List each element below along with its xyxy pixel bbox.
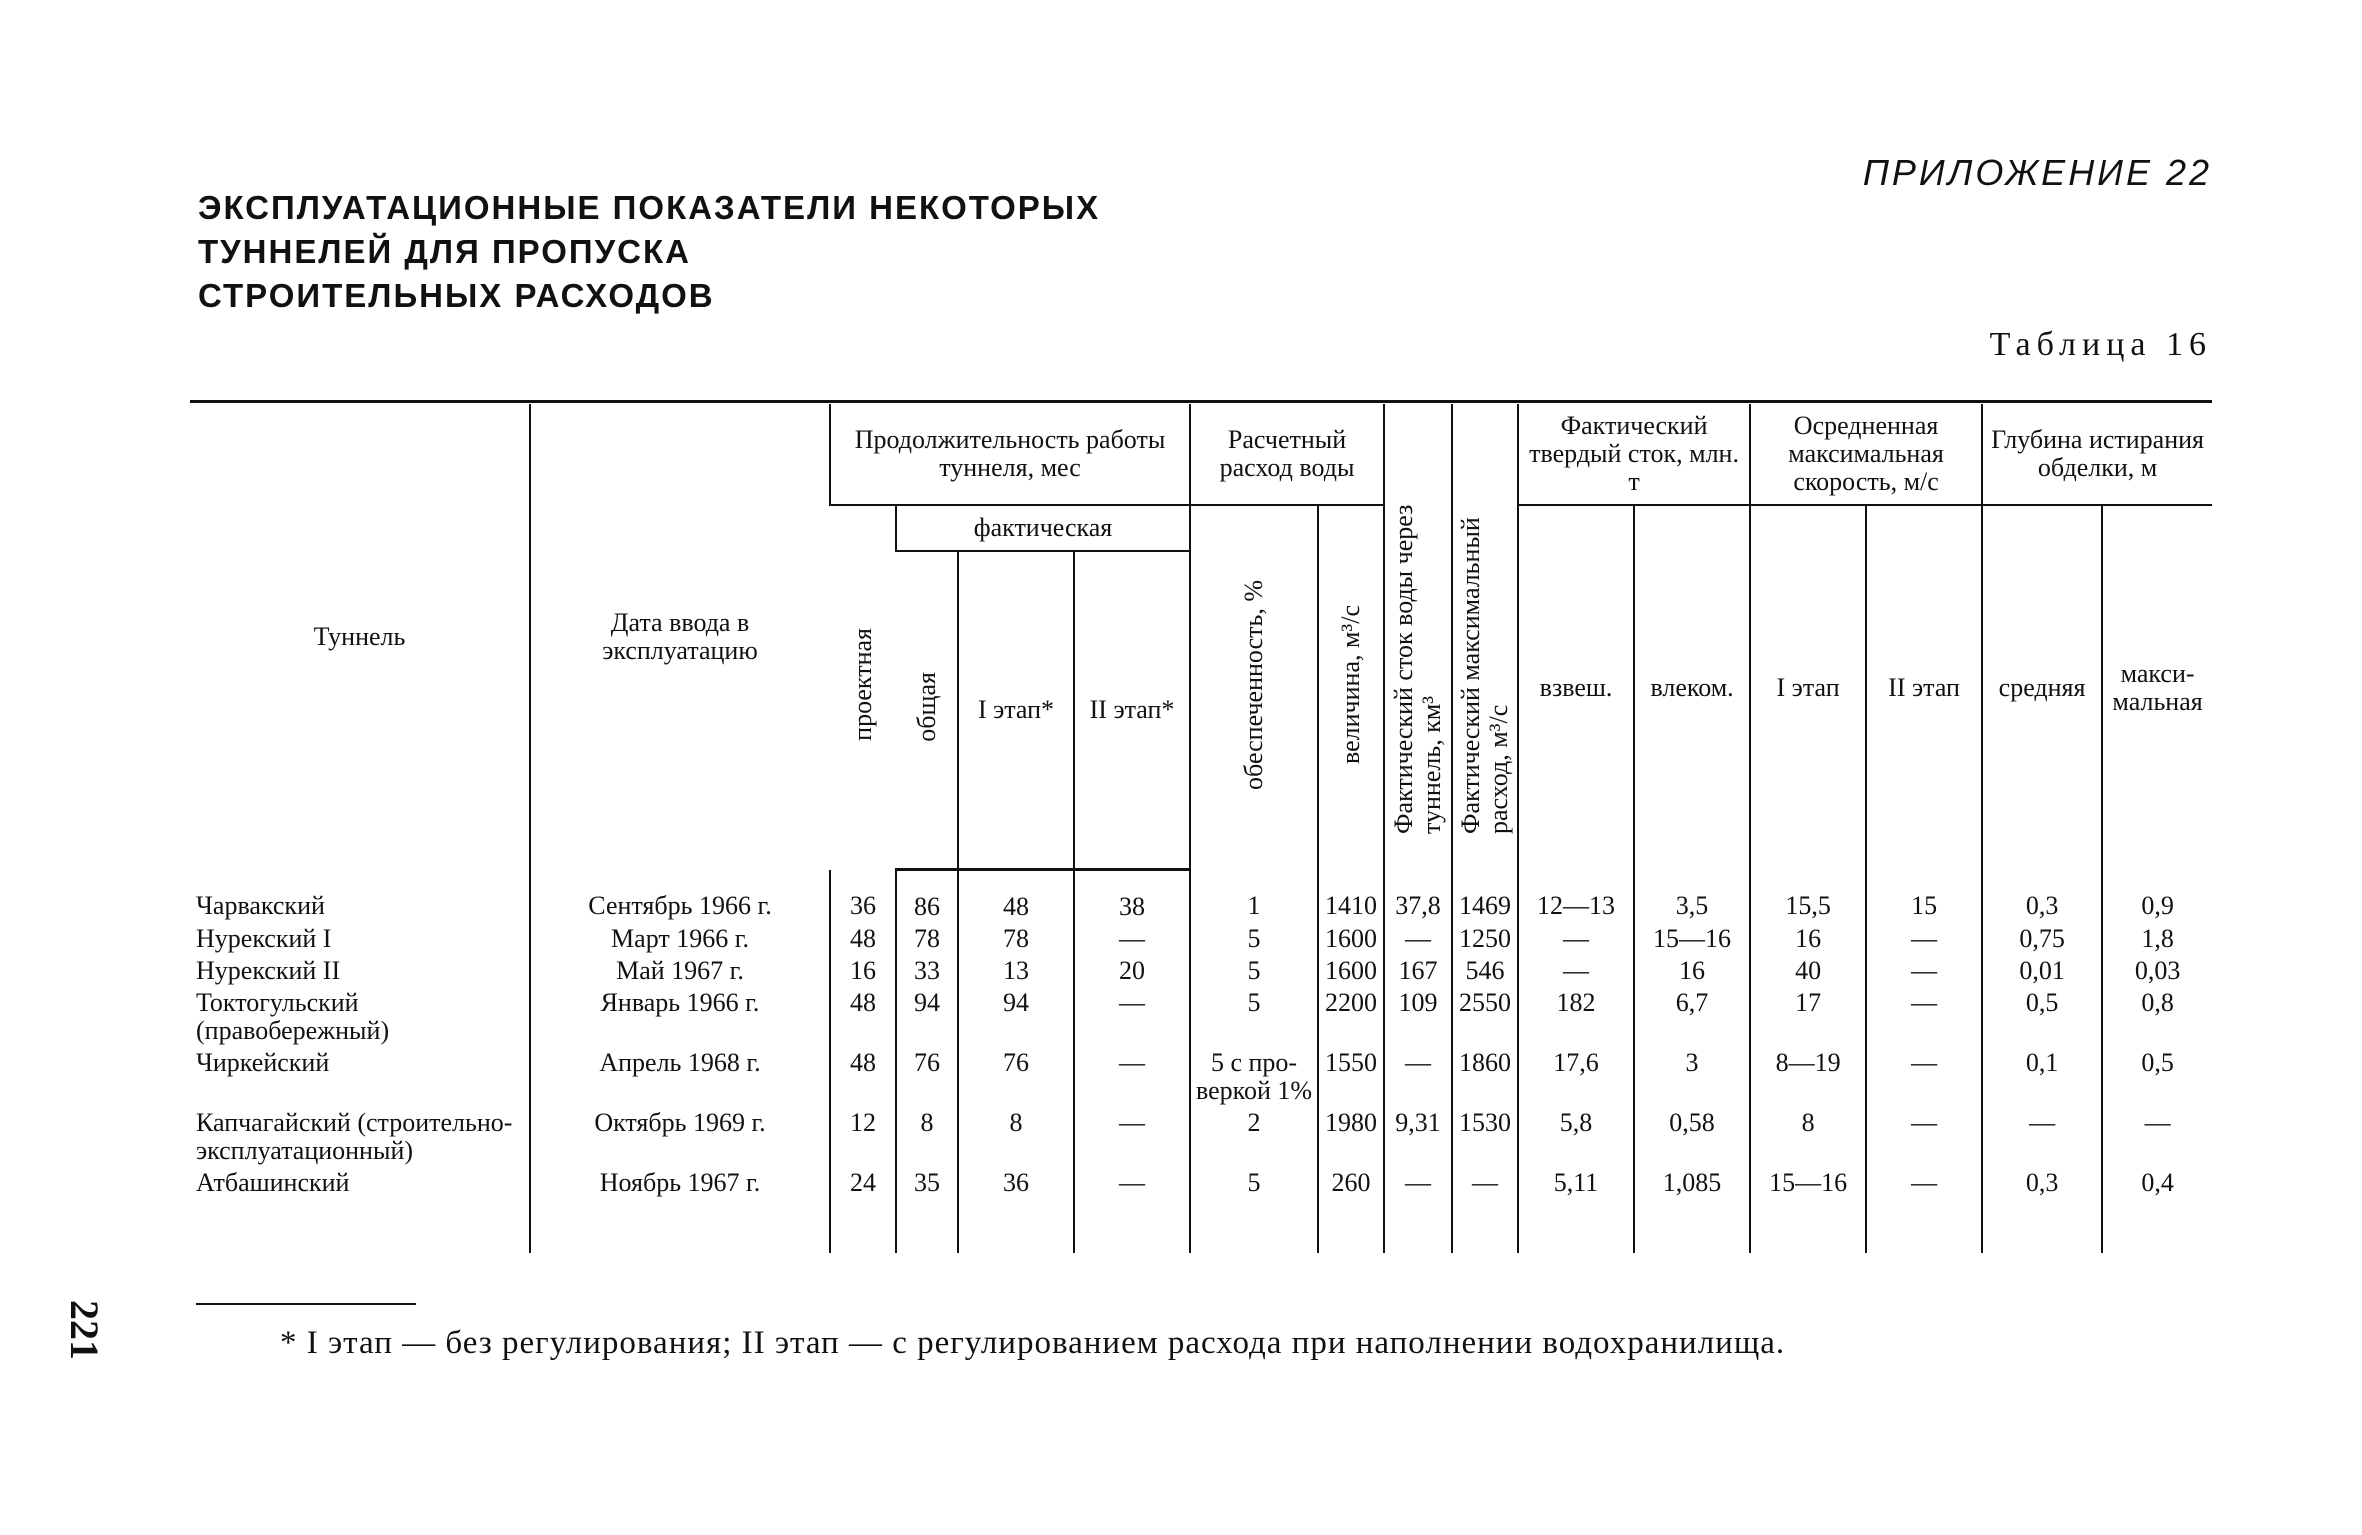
table-row bbox=[190, 870, 2212, 924]
cell-date: Апрель 1968 г. bbox=[530, 1047, 830, 1107]
cell-st2: — bbox=[1074, 1047, 1190, 1107]
cell-v1: 40 bbox=[1750, 955, 1866, 987]
header-tunnel: Туннель bbox=[313, 621, 406, 651]
cell-v2: — bbox=[1866, 1167, 1982, 1199]
header-total: общая bbox=[896, 551, 958, 870]
cell-total: 78 bbox=[896, 923, 958, 955]
cell-prob: 1 bbox=[1190, 870, 1318, 924]
cell-prob: 2 bbox=[1190, 1107, 1318, 1167]
table-row bbox=[190, 1167, 2212, 1199]
cell-v1: 16 bbox=[1750, 923, 1866, 955]
table-row bbox=[190, 987, 2212, 1047]
cell-v2: — bbox=[1866, 987, 1982, 1047]
cell-susp: 5,8 bbox=[1518, 1107, 1634, 1167]
header-v-stage1: I этап bbox=[1750, 505, 1866, 870]
cell-st1: 78 bbox=[958, 923, 1074, 955]
cell-design: 12 bbox=[830, 1107, 896, 1167]
cell-prob: 5 bbox=[1190, 1167, 1318, 1199]
cell-v1: 8 bbox=[1750, 1107, 1866, 1167]
cell-avg: 0,1 bbox=[1982, 1047, 2102, 1107]
title-line-2: ТУННЕЛЕЙ ДЛЯ ПРОПУСКА bbox=[198, 233, 691, 270]
header-actual-max: Фактический максимальный расход, м³/с bbox=[1452, 404, 1518, 870]
page-title bbox=[198, 186, 1100, 318]
cell-date: Сентябрь 1966 г. bbox=[530, 870, 830, 924]
header-stage2: II этап* bbox=[1074, 551, 1190, 870]
table-row bbox=[190, 1107, 2212, 1167]
data-table bbox=[190, 404, 2212, 1253]
cell-avg: 0,5 bbox=[1982, 987, 2102, 1047]
cell-mag: 1600 bbox=[1318, 923, 1384, 955]
cell-susp: 17,6 bbox=[1518, 1047, 1634, 1107]
header-date: Дата ввода в эксплуатацию bbox=[530, 404, 830, 870]
cell-max: 0,5 bbox=[2102, 1047, 2212, 1107]
header-actual: фактическая bbox=[896, 505, 1190, 551]
cell-susp: — bbox=[1518, 955, 1634, 987]
cell-prob: 5 bbox=[1190, 955, 1318, 987]
cell-mag: 1550 bbox=[1318, 1047, 1384, 1107]
cell-bed: 16 bbox=[1634, 955, 1750, 987]
cell-prob: 5 bbox=[1190, 923, 1318, 955]
cell-st2: — bbox=[1074, 1107, 1190, 1167]
header-actual-runoff: Фактический сток воды через туннель, км³ bbox=[1384, 404, 1452, 870]
cell-runoff: — bbox=[1384, 923, 1452, 955]
header-design-flow: Расчетный расход воды bbox=[1190, 404, 1384, 505]
table-bottom-spacer bbox=[190, 1199, 2212, 1253]
cell-max: 1,8 bbox=[2102, 923, 2212, 955]
table-top-rule bbox=[190, 400, 2212, 403]
header-stage1: I этап* bbox=[958, 551, 1074, 870]
table-row bbox=[190, 955, 2212, 987]
cell-st2: 20 bbox=[1074, 955, 1190, 987]
cell-mag: 2200 bbox=[1318, 987, 1384, 1047]
cell-tunnel: Чиркейский bbox=[196, 1048, 330, 1077]
cell-maxq: 1530 bbox=[1452, 1107, 1518, 1167]
cell-bed: 0,58 bbox=[1634, 1107, 1750, 1167]
table-row bbox=[190, 1047, 2212, 1107]
cell-v2: 15 bbox=[1866, 870, 1982, 924]
cell-design: 48 bbox=[830, 987, 896, 1047]
cell-date: Май 1967 г. bbox=[530, 955, 830, 987]
cell-tunnel: Токтогульский (правобережный) bbox=[196, 988, 390, 1045]
footnote: * I этап — без регулирования; II этап — с регулированием расхода при наполнении водохранилища. bbox=[280, 1325, 1786, 1361]
cell-bed: 3,5 bbox=[1634, 870, 1750, 924]
cell-maxq: 2550 bbox=[1452, 987, 1518, 1047]
header-solid: Фактический твердый сток, млн. т bbox=[1518, 404, 1750, 505]
cell-mag: 1600 bbox=[1318, 955, 1384, 987]
cell-susp: 12—13 bbox=[1518, 870, 1634, 924]
cell-v1: 8—19 bbox=[1750, 1047, 1866, 1107]
cell-v1: 15,5 bbox=[1750, 870, 1866, 924]
cell-runoff: 167 bbox=[1384, 955, 1452, 987]
cell-total: 86 bbox=[896, 870, 958, 924]
cell-runoff: 9,31 bbox=[1384, 1107, 1452, 1167]
cell-avg: 0,3 bbox=[1982, 1167, 2102, 1199]
cell-max: 0,8 bbox=[2102, 987, 2212, 1047]
cell-mag: 1410 bbox=[1318, 870, 1384, 924]
cell-total: 33 bbox=[896, 955, 958, 987]
cell-st1: 36 bbox=[958, 1167, 1074, 1199]
cell-mag: 1980 bbox=[1318, 1107, 1384, 1167]
header-duration: Продолжительность работы туннеля, мес bbox=[830, 404, 1190, 505]
cell-st1: 8 bbox=[958, 1107, 1074, 1167]
cell-susp: — bbox=[1518, 923, 1634, 955]
cell-susp: 5,11 bbox=[1518, 1167, 1634, 1199]
cell-st2: — bbox=[1074, 1167, 1190, 1199]
cell-runoff: — bbox=[1384, 1167, 1452, 1199]
cell-st2: — bbox=[1074, 987, 1190, 1047]
cell-maxq: 1469 bbox=[1452, 870, 1518, 924]
header-bedload: влеком. bbox=[1634, 505, 1750, 870]
table-label: Таблица 16 bbox=[1989, 326, 2212, 363]
header-design: проектная bbox=[847, 628, 877, 742]
cell-v2: — bbox=[1866, 923, 1982, 955]
cell-tunnel: Капчагайский (строительно-эксплуатационный) bbox=[196, 1108, 513, 1165]
cell-st1: 48 bbox=[958, 870, 1074, 924]
cell-maxq: — bbox=[1452, 1167, 1518, 1199]
cell-date: Январь 1966 г. bbox=[530, 987, 830, 1047]
cell-avg: 0,3 bbox=[1982, 870, 2102, 924]
cell-mag: 260 bbox=[1318, 1167, 1384, 1199]
header-suspended: взвеш. bbox=[1518, 505, 1634, 870]
cell-tunnel: Атбашинский bbox=[196, 1168, 350, 1197]
cell-runoff: 109 bbox=[1384, 987, 1452, 1047]
cell-maxq: 1860 bbox=[1452, 1047, 1518, 1107]
title-line-1: ЭКСПЛУАТАЦИОННЫЕ ПОКАЗАТЕЛИ НЕКОТОРЫХ bbox=[198, 189, 1101, 226]
cell-runoff: — bbox=[1384, 1047, 1452, 1107]
cell-total: 76 bbox=[896, 1047, 958, 1107]
cell-tunnel: Чарвакский bbox=[196, 890, 325, 920]
cell-tunnel: Нурекский I bbox=[196, 924, 332, 953]
title-line-3: СТРОИТЕЛЬНЫХ РАСХОДОВ bbox=[198, 277, 715, 314]
cell-maxq: 1250 bbox=[1452, 923, 1518, 955]
header-v-stage2: II этап bbox=[1866, 505, 1982, 870]
cell-st1: 13 bbox=[958, 955, 1074, 987]
cell-max: 0,03 bbox=[2102, 955, 2212, 987]
cell-total: 8 bbox=[896, 1107, 958, 1167]
cell-maxq: 546 bbox=[1452, 955, 1518, 987]
cell-st2: — bbox=[1074, 923, 1190, 955]
header-probability: обеспеченность, % bbox=[1190, 505, 1318, 870]
cell-design: 48 bbox=[830, 923, 896, 955]
cell-v2: — bbox=[1866, 1047, 1982, 1107]
cell-total: 94 bbox=[896, 987, 958, 1047]
cell-avg: 0,01 bbox=[1982, 955, 2102, 987]
cell-prob: 5 с про-веркой 1% bbox=[1190, 1047, 1318, 1107]
cell-avg: — bbox=[1982, 1107, 2102, 1167]
cell-bed: 3 bbox=[1634, 1047, 1750, 1107]
cell-tunnel: Нурекский II bbox=[196, 956, 341, 985]
header-maximum: макси-мальная bbox=[2102, 505, 2212, 870]
page-number: 221 bbox=[62, 1300, 107, 1360]
cell-st2: 38 bbox=[1074, 870, 1190, 924]
table-row bbox=[190, 923, 2212, 955]
cell-max: — bbox=[2102, 1107, 2212, 1167]
cell-avg: 0,75 bbox=[1982, 923, 2102, 955]
cell-susp: 182 bbox=[1518, 987, 1634, 1047]
cell-design: 16 bbox=[830, 955, 896, 987]
cell-date: Март 1966 г. bbox=[530, 923, 830, 955]
cell-date: Октябрь 1969 г. bbox=[530, 1107, 830, 1167]
footnote-rule bbox=[196, 1303, 416, 1305]
cell-bed: 15—16 bbox=[1634, 923, 1750, 955]
header-abrasion: Глубина истирания обделки, м bbox=[1982, 404, 2212, 505]
cell-v2: — bbox=[1866, 1107, 1982, 1167]
cell-design: 48 bbox=[830, 1047, 896, 1107]
header-velocity: Осредненная максимальная скорость, м/с bbox=[1750, 404, 1982, 505]
cell-bed: 1,085 bbox=[1634, 1167, 1750, 1199]
header-magnitude: величина, м³/с bbox=[1318, 505, 1384, 870]
cell-design: 24 bbox=[830, 1167, 896, 1199]
cell-design: 36 bbox=[830, 870, 896, 924]
cell-max: 0,9 bbox=[2102, 870, 2212, 924]
cell-max: 0,4 bbox=[2102, 1167, 2212, 1199]
cell-v1: 17 bbox=[1750, 987, 1866, 1047]
cell-bed: 6,7 bbox=[1634, 987, 1750, 1047]
appendix-label: ПРИЛОЖЕНИЕ 22 bbox=[1862, 152, 2212, 193]
cell-runoff: 37,8 bbox=[1384, 870, 1452, 924]
cell-v1: 15—16 bbox=[1750, 1167, 1866, 1199]
cell-v2: — bbox=[1866, 955, 1982, 987]
cell-st1: 94 bbox=[958, 987, 1074, 1047]
table-body bbox=[190, 870, 2212, 1254]
header-average: средняя bbox=[1982, 505, 2102, 870]
cell-total: 35 bbox=[896, 1167, 958, 1199]
cell-date: Ноябрь 1967 г. bbox=[530, 1167, 830, 1199]
cell-prob: 5 bbox=[1190, 987, 1318, 1047]
cell-st1: 76 bbox=[958, 1047, 1074, 1107]
